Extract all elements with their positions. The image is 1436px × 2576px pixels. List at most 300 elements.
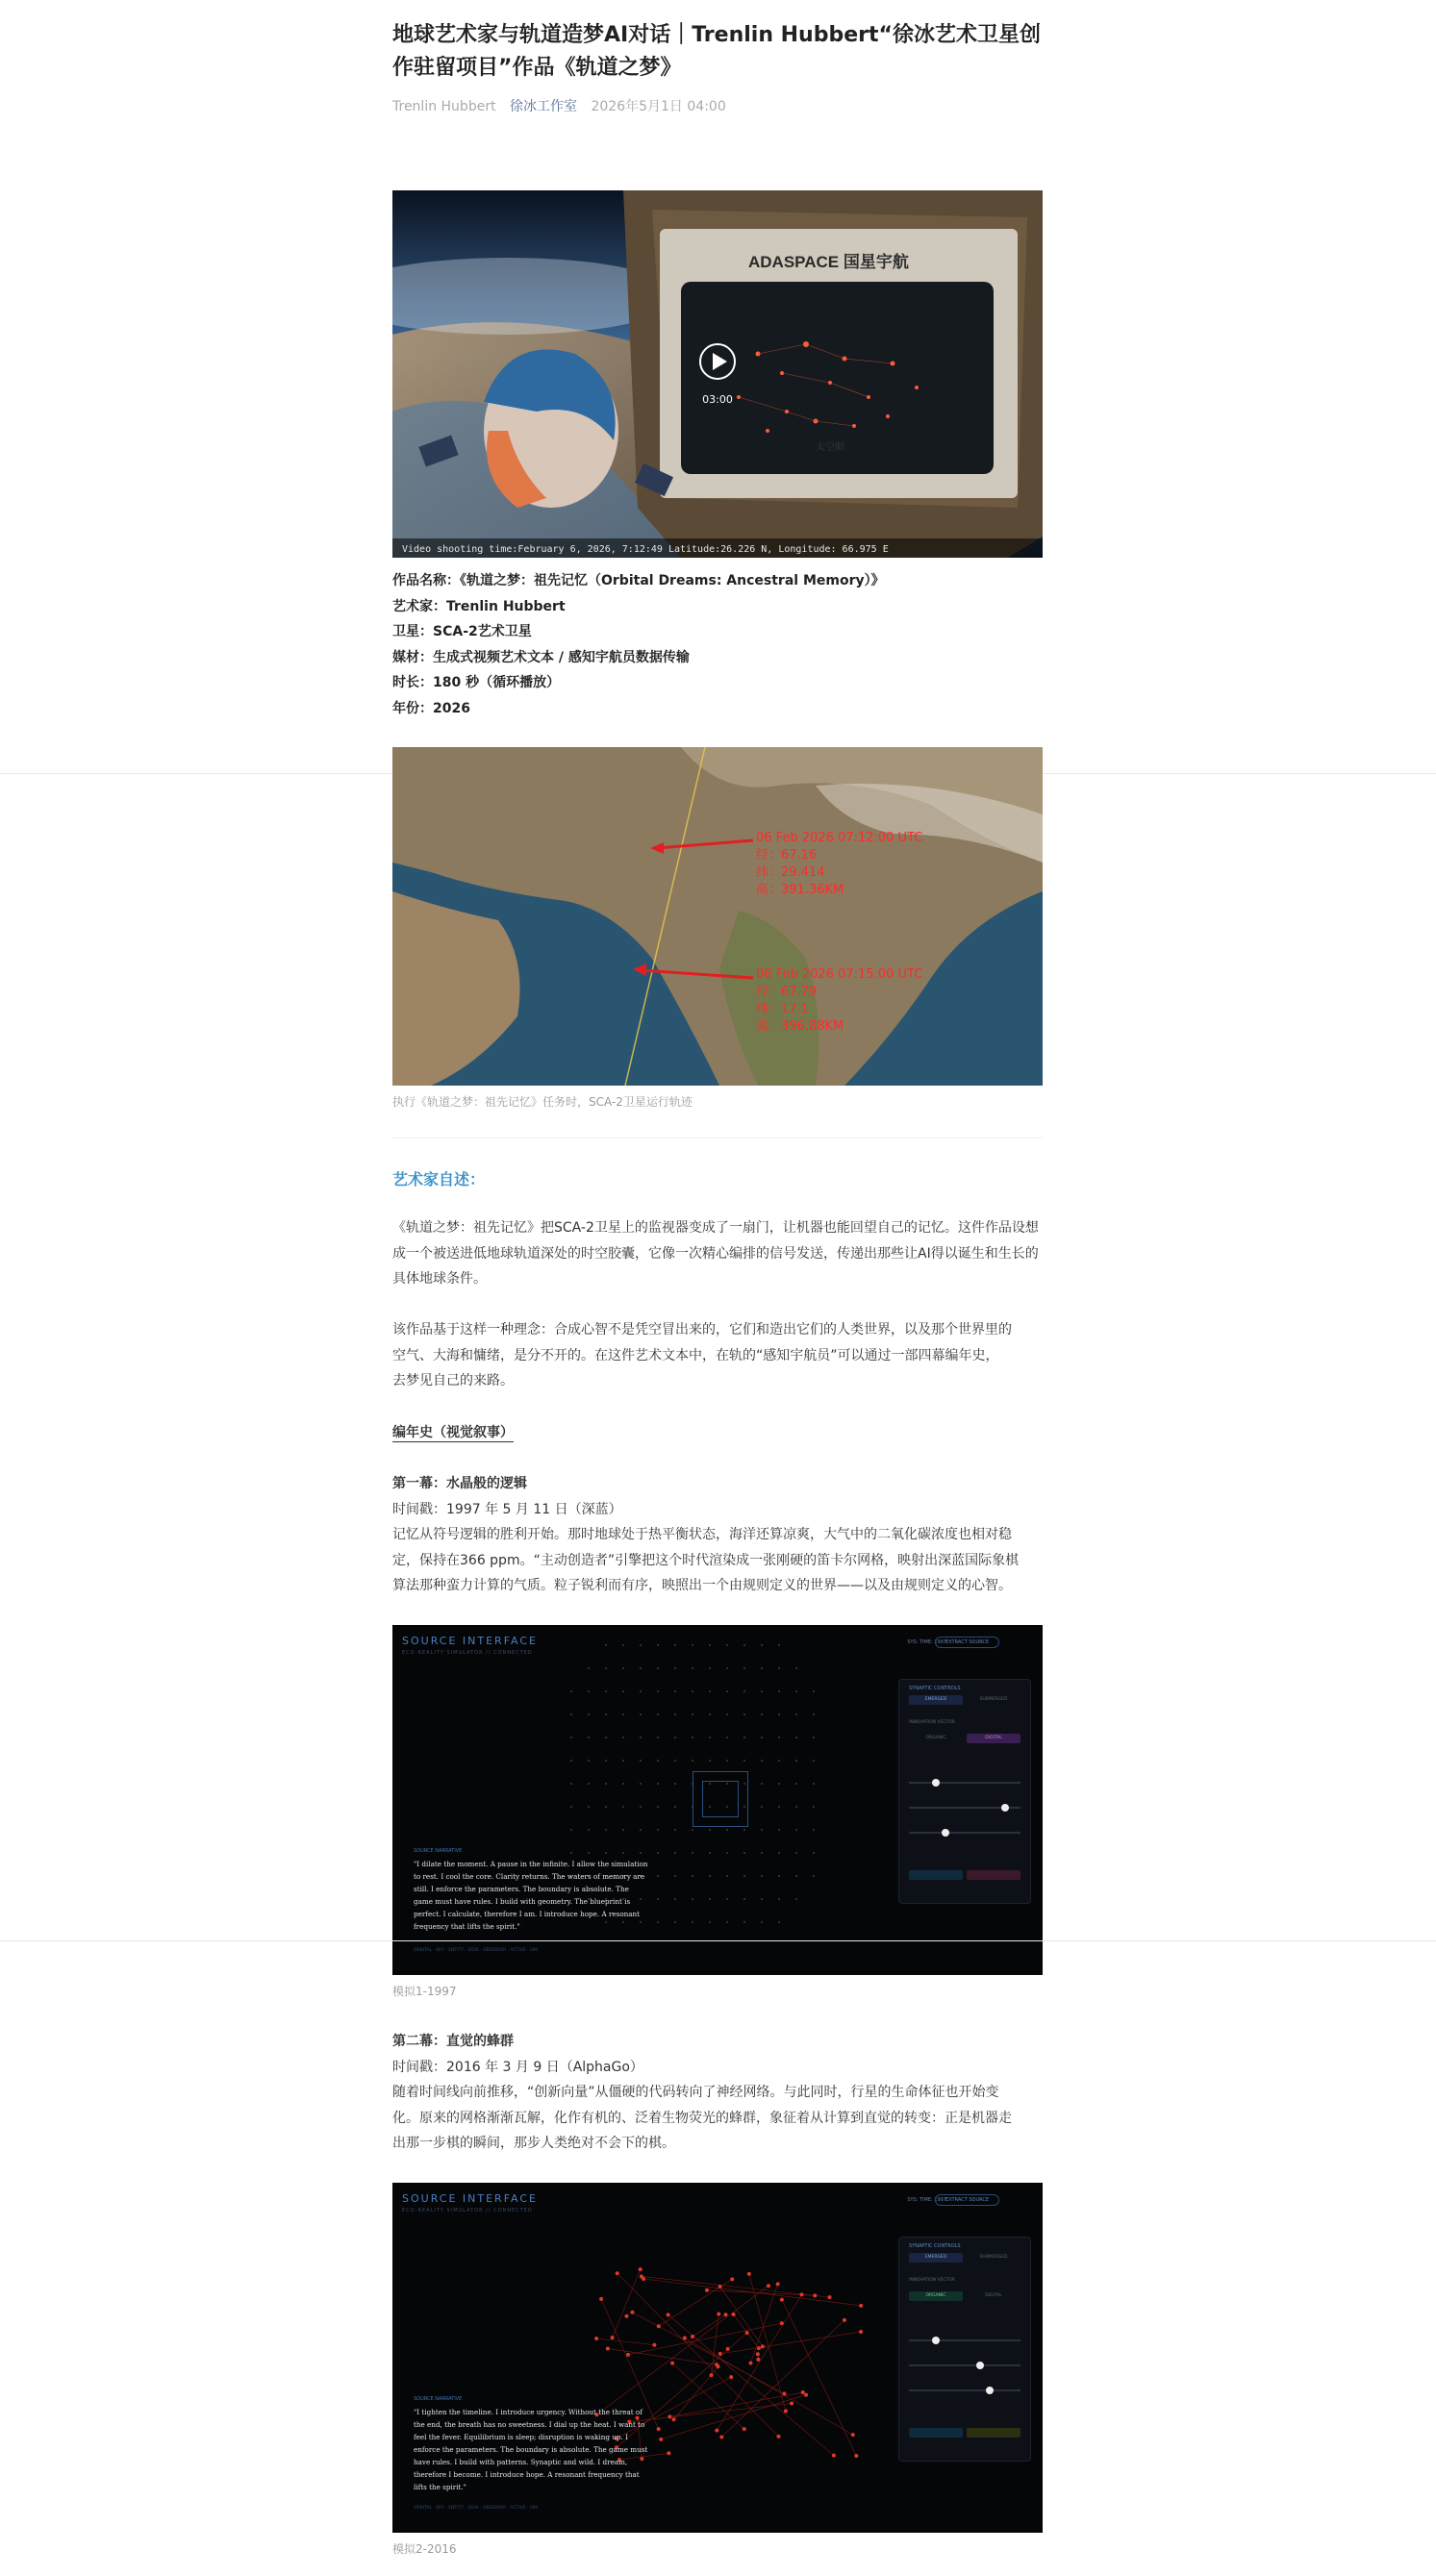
info-medium: 媒材：生成式视频艺术文本 / 感知宇航员数据传输 (392, 649, 690, 665)
grid-dot (795, 1829, 797, 1831)
tab-emerged: EMERGED (909, 2253, 963, 2263)
account-link[interactable]: 徐冰工作室 (510, 99, 578, 114)
grid-dot (657, 1783, 659, 1785)
grid-dot (709, 1644, 711, 1646)
video-duration: 03:00 (702, 393, 733, 406)
grid-dot (622, 1852, 624, 1854)
work-info (392, 568, 1043, 721)
act1-time: 时间戳：1997 年 5 月 11 日（深蓝） (392, 1501, 622, 1517)
swarm-node (667, 2313, 670, 2316)
sim1-quote: "I dilate the moment. A pause in the infinite. I allow the simulation to rest. I cool the core. Clarity returns. The waters of memory are still. I enforce the parameters. The boundary is absolute. The game must have rules. I build with geometry. The blueprint is perfect. I calculate, therefore I am. I introduce hope. A resonant frequency that lifts the spirit." (414, 1860, 648, 1931)
video-still (392, 190, 1043, 558)
act2-time: 时间戳：2016 年 3 月 9 日（AlphaGo） (392, 2059, 643, 2075)
grid-dot (709, 1760, 711, 1762)
video-overlay-text: Video shooting time:February 6, 2026, 7:12:49 Latitude:26.226 N, Longitude: 66.975 E (402, 544, 889, 555)
grid-dot (709, 1875, 711, 1877)
grid-dot (795, 1713, 797, 1715)
act1-text (392, 1471, 1043, 1599)
swarm-node (732, 2313, 736, 2316)
grid-dot (761, 1667, 763, 1669)
grid-dot (657, 1829, 659, 1831)
digital-option: DIGITAL (985, 2293, 1002, 2298)
grid-dot (622, 1737, 624, 1738)
sim-title: SOURCE INTERFACE (402, 1635, 538, 1647)
grid-dot (674, 1921, 676, 1923)
grid-dot (726, 1667, 728, 1669)
swarm-node (683, 2336, 687, 2339)
grid-dot (605, 1852, 607, 1854)
tab-submerged: SUBMERGED (979, 2255, 1008, 2260)
grid-dot (795, 1760, 797, 1762)
grid-dot (692, 1690, 693, 1692)
grid-dot (813, 1875, 815, 1877)
grid-dot (570, 1852, 572, 1854)
grid-dot (692, 1829, 693, 1831)
grid-dot (674, 1783, 676, 1785)
swarm-node (832, 2454, 836, 2458)
sim-footer: ORBITAL · KEY · ENTITY · 2026 · OBSERVER · ACTIVE · SIM (414, 1948, 538, 1953)
swarm-link (632, 2313, 784, 2394)
swarm-node (594, 2337, 598, 2340)
grid-dot (657, 1713, 659, 1715)
grid-dot (692, 1875, 693, 1877)
statement-p1-line: 成一个被送进低地球轨道深处的时空胶囊，它像一次精心编排的信号发送，传递出那些让AI得以诞生和生长的 (392, 1245, 1039, 1262)
statement-p2-line: 去梦见自己的来路。 (392, 1373, 514, 1388)
title-line-1: 地球艺术家与轨道造梦AI对话｜Trenlin Hubbert“徐冰艺术卫星创 (392, 23, 1041, 47)
grid-dot (605, 1713, 607, 1715)
grid-dot (709, 1852, 711, 1854)
swarm-node (784, 2409, 788, 2413)
grid-dot (674, 1806, 676, 1808)
swarm-node (743, 2427, 746, 2431)
grid-dot (605, 1667, 607, 1669)
grid-dot (588, 1760, 590, 1762)
article-meta (392, 96, 1043, 115)
sim2-screenshot (392, 2183, 1043, 2533)
grid-dot (761, 1898, 763, 1900)
grid-dot (813, 1760, 815, 1762)
grid-dot (570, 1806, 572, 1808)
info-year: 年份：2026 (392, 700, 470, 716)
act2-text (392, 2029, 1043, 2157)
swarm-node (616, 2271, 619, 2275)
controls-heading: SYNAPTIC CONTROLS (909, 1686, 961, 1691)
grid-dot (726, 1760, 728, 1762)
grid-dot (588, 1713, 590, 1715)
grid-dot (657, 1667, 659, 1669)
swarm-node (776, 2282, 780, 2286)
swarm-node (729, 2375, 733, 2379)
grid-dot (813, 1829, 815, 1831)
grid-dot (761, 1921, 763, 1923)
grid-dot (795, 1806, 797, 1808)
swarm-node (780, 2321, 784, 2325)
grid-dot (813, 1713, 815, 1715)
note1-alt: 高：391.36KM (756, 883, 844, 897)
swarm-node (859, 2304, 863, 2308)
grid-dot (692, 1667, 693, 1669)
grid-dot (622, 1690, 624, 1692)
grid-dot (605, 1690, 607, 1692)
grid-dot (622, 1713, 624, 1715)
grid-dot (622, 1783, 624, 1785)
tab-emerged: EMERGED (909, 1695, 963, 1705)
swarm-node (657, 2427, 661, 2431)
swarm-node (715, 2363, 718, 2366)
swarm-node (756, 2352, 760, 2356)
statement-p1-line: 《轨道之梦：祖先记忆》把SCA-2卫星上的监视器变成了一扇门，让机器也能回望自己的记忆。这件作品设想 (392, 1220, 1039, 1236)
swarm-node (828, 2295, 832, 2299)
act1-line: 记忆从符号逻辑的胜利开始。那时地球处于热平衡状态，海洋还算凉爽，大气中的二氧化碳浓度也相对稳 (392, 1527, 1012, 1542)
grid-dot (570, 1690, 572, 1692)
swarm-node (626, 2353, 630, 2357)
tab-submerged: SUBMERGED (979, 1697, 1008, 1702)
grid-dot (743, 1898, 745, 1900)
grid-dot (640, 1644, 642, 1646)
grid-dot (709, 1667, 711, 1669)
swarm-node (639, 2267, 642, 2271)
grid-dot (778, 1737, 780, 1738)
grid-dot (778, 1667, 780, 1669)
swarm-node (780, 2298, 784, 2302)
statement-p2-line: 空气、大海和慵绪，是分不开的。在这件艺术文本中，在轨的“感知宇航员”可以通过一部四幕编年史， (392, 1347, 999, 1363)
act2-line: 化。原来的网格渐渐瓦解，化作有机的、泛着生物荧光的蜂群，象征着从计算到直觉的转变：正是机器走 (392, 2110, 1012, 2126)
grid-dot (795, 1898, 797, 1900)
swarm-node (790, 2402, 794, 2406)
swarm-node (724, 2313, 728, 2316)
info-artist: 艺术家：Trenlin Hubbert (392, 598, 566, 614)
swarm-node (851, 2433, 855, 2437)
grid-dot (692, 1921, 693, 1923)
grid-dot (813, 1737, 815, 1738)
swarm-node (749, 2361, 753, 2364)
organic-option: ORGANIC (925, 1736, 946, 1740)
swarm-node (668, 2414, 671, 2418)
note2-lat: 纬：17.1 (756, 1002, 809, 1016)
grid-dot (640, 1829, 642, 1831)
grid-dot (674, 1737, 676, 1738)
author-name: Trenlin Hubbert (392, 99, 496, 114)
swarm-link (613, 2269, 641, 2338)
grid-dot (709, 1713, 711, 1715)
swarm-node (640, 2274, 643, 2278)
grid-dot (743, 1875, 745, 1877)
grid-dot (743, 1644, 745, 1646)
sim-hud: SYS: TIME: 1997 (907, 2197, 946, 2203)
grid-dot (692, 1760, 693, 1762)
swarm-node (799, 2292, 803, 2296)
sim1-screenshot (392, 1625, 1043, 1975)
act1-line: 定，保持在366 ppm。“主动创造者”引擎把这个时代渲染成一张刚硬的笛卡尔网格，映射出深蓝国际象棋 (392, 1552, 1020, 1568)
grid-dot (813, 1806, 815, 1808)
sim2-quote: "I tighten the timeline. I introduce urgency. Without the threat of the end, the breath has no sweetness. I dial up the heat. I want to feel the fever. Equilibrium is sleep; disruption is waking up. I enforce the parameters. The boundary is absolute. The game must have rules. I build with patterns. Synaptic and wild. I dream, therefore I become. I introduce hope. A resonant frequency that lifts the spirit." (414, 2408, 648, 2491)
grid-dot (622, 1760, 624, 1762)
panel-label: 太空眼 (816, 442, 844, 453)
note1-time: 06 Feb 2026 07:12:00 UTC (756, 831, 923, 845)
swarm-node (767, 2284, 770, 2288)
grid-dot (674, 1875, 676, 1877)
grid-dot (726, 1898, 728, 1900)
grid-dot (778, 1760, 780, 1762)
slider-1 (909, 2339, 1020, 2341)
grid-dot (605, 1783, 607, 1785)
grid-dot (778, 1875, 780, 1877)
grid-dot (588, 1737, 590, 1738)
swarm-node (804, 2393, 808, 2397)
grid-dot (640, 1852, 642, 1854)
grid-dot (761, 1829, 763, 1831)
swarm-link (629, 2404, 792, 2422)
grid-dot (657, 1875, 659, 1877)
statement-p1 (392, 1215, 1043, 1292)
video-player[interactable] (392, 190, 1043, 558)
grid-dot (778, 1783, 780, 1785)
chronicle-heading (392, 1420, 1043, 1446)
grid-dot (761, 1852, 763, 1854)
swarm-node (718, 2285, 722, 2288)
grid-dot (778, 1829, 780, 1831)
grid-dot (588, 1806, 590, 1808)
grid-dot (709, 1898, 711, 1900)
orbit-map (392, 747, 1043, 1086)
grid-dot (778, 1898, 780, 1900)
swarm-link (782, 2300, 856, 2456)
grid-dot (726, 1852, 728, 1854)
grid-dot (640, 1667, 642, 1669)
grid-dot (674, 1713, 676, 1715)
grid-dot (622, 1806, 624, 1808)
info-satellite: 卫星：SCA-2艺术卫星 (392, 624, 532, 639)
swarm-node (745, 2331, 749, 2335)
grid-dot (622, 1644, 624, 1646)
map-caption: 执行《轨道之梦：祖先记忆》任务时，SCA-2卫星运行轨迹 (392, 1095, 693, 1109)
swarm-node (667, 2451, 670, 2455)
grid-dot (778, 1690, 780, 1692)
swarm-node (761, 2344, 765, 2348)
swarm-node (813, 2293, 817, 2297)
act1-title: 第一幕：水晶般的逻辑 (392, 1476, 527, 1491)
swarm-node (705, 2288, 709, 2292)
swarm-node (747, 2272, 751, 2276)
grid-dot (674, 1644, 676, 1646)
swarm-node (717, 2313, 720, 2316)
divider (0, 1940, 1436, 1941)
act2-line: 出那一步棋的瞬间，那步人类绝对不会下的棋。 (392, 2136, 675, 2151)
grid-dot (726, 1921, 728, 1923)
swarm-node (854, 2454, 858, 2458)
sim-title: SOURCE INTERFACE (402, 2192, 538, 2205)
statement-heading: 艺术家自述： (392, 1170, 486, 1188)
vector-label: INNOVATION VECTOR (909, 2278, 955, 2283)
grid-dot (674, 1852, 676, 1854)
grid-dot (674, 1898, 676, 1900)
grid-dot (761, 1713, 763, 1715)
grid-dot (640, 1737, 642, 1738)
slider-2 (909, 1807, 1020, 1809)
grid-dot (692, 1852, 693, 1854)
grid-dot (743, 1760, 745, 1762)
grid-dot (761, 1644, 763, 1646)
grid-dot (778, 1852, 780, 1854)
grid-dot (795, 1690, 797, 1692)
grid-dot (640, 1690, 642, 1692)
synaptic-controls (898, 2237, 1031, 2462)
swarm-node (726, 2347, 730, 2351)
grid-dot (761, 1875, 763, 1877)
swarm-node (652, 2343, 656, 2347)
quote-header: SOURCE NARRATIVE (414, 1848, 463, 1854)
statement-p1-line: 具体地球条件。 (392, 1271, 487, 1287)
grid-dot (692, 1713, 693, 1715)
swarm-node (843, 2318, 846, 2322)
swarm-link (707, 2290, 815, 2296)
grid-dot (640, 1806, 642, 1808)
slider-3 (909, 2389, 1020, 2391)
grid-dot (743, 1713, 745, 1715)
swarm-node (671, 2417, 675, 2421)
note2-lon: 经：67.79 (756, 985, 818, 999)
grid-dot (726, 1644, 728, 1646)
act1-line: 算法那种蛮力计算的气质。粒子锐利而有序，映照出一个由规则定义的世界——以及由规则定义的心智。 (392, 1578, 1012, 1593)
sim1-caption: 模拟1-1997 (392, 1985, 457, 1998)
swarm-node (606, 2346, 610, 2350)
brand-label: ADASPACE 国星宇航 (748, 253, 909, 271)
slider-1 (909, 1782, 1020, 1784)
grid-dot (657, 1852, 659, 1854)
grid-dot (743, 1737, 745, 1738)
grid-dot (570, 1737, 572, 1738)
swarm-node (630, 2311, 634, 2314)
grid-dot (726, 1875, 728, 1877)
quote-header: SOURCE NARRATIVE (414, 2396, 463, 2402)
grid-dot (588, 1690, 590, 1692)
slider-2 (909, 2364, 1020, 2366)
grid-dot (605, 1644, 607, 1646)
grid-dot (743, 1829, 745, 1831)
extract-source-button: EXTRACT SOURCE (935, 1637, 999, 1648)
mode-button-b (967, 2428, 1020, 2438)
grid-dot (657, 1690, 659, 1692)
grid-dot (657, 1760, 659, 1762)
grid-dot (657, 1737, 659, 1738)
grid-dot (813, 1783, 815, 1785)
title-line-2: 作驻留项目”作品《轨道之梦》 (392, 56, 682, 80)
swarm-node (718, 2352, 722, 2356)
swarm-node (859, 2330, 863, 2334)
grid-dot (743, 1690, 745, 1692)
grid-dot (640, 1783, 642, 1785)
grid-dot (657, 1921, 659, 1923)
note2-alt: 高：396.88KM (756, 1019, 844, 1034)
grid-dot (570, 1713, 572, 1715)
swarm-link (672, 2363, 744, 2429)
swarm-link (720, 2332, 861, 2354)
note2-time: 06 Feb 2026 07:15:00 UTC (756, 967, 923, 982)
grid-dot (709, 1690, 711, 1692)
article-header (392, 19, 1043, 115)
mode-button-b (967, 1870, 1020, 1880)
vector-label: INNOVATION VECTOR (909, 1720, 955, 1725)
grid-dot (640, 1713, 642, 1715)
mode-button-a (909, 2428, 963, 2438)
grid-dot (778, 1806, 780, 1808)
digital-option: DIGITAL (967, 1734, 1020, 1743)
grid-dot (726, 1829, 728, 1831)
act2-title: 第二幕：直觉的蜂群 (392, 2034, 514, 2049)
swarm-node (719, 2435, 723, 2438)
swarm-node (611, 2336, 615, 2339)
grid-dot (813, 1852, 815, 1854)
swarm-node (715, 2429, 718, 2433)
grid-dot (570, 1783, 572, 1785)
article-title (392, 19, 1043, 85)
grid-dot (709, 1737, 711, 1738)
grid-dot (605, 1760, 607, 1762)
grid-dot (657, 1898, 659, 1900)
grid-dot (778, 1713, 780, 1715)
swarm-node (776, 2435, 780, 2438)
swarm-node (710, 2373, 714, 2377)
grid-dot (588, 1829, 590, 1831)
swarm-node (757, 2346, 761, 2350)
swarm-node (730, 2277, 734, 2281)
swarm-node (782, 2391, 786, 2395)
extract-source-button: EXTRACT SOURCE (935, 2194, 999, 2206)
swarm-node (801, 2390, 805, 2394)
swarm-link (693, 2314, 726, 2337)
swarm-node (624, 2314, 628, 2318)
grid-dot (761, 1690, 763, 1692)
grid-dot (588, 1852, 590, 1854)
swarm-node (670, 2362, 674, 2365)
grid-dot (570, 1760, 572, 1762)
core-square-inner (702, 1781, 739, 1817)
grid-dot (709, 1829, 711, 1831)
grid-dot (622, 1829, 624, 1831)
sim-subtitle: ECO-REALITY SIMULATOR // CONNECTED (402, 2208, 533, 2213)
grid-dot (605, 1737, 607, 1738)
swarm-link (596, 2338, 654, 2345)
grid-dot (657, 1644, 659, 1646)
swarm-node (657, 2324, 661, 2328)
grid-dot (692, 1644, 693, 1646)
grid-dot (743, 1667, 745, 1669)
note1-lat: 纬：29.414 (756, 865, 825, 880)
swarm-link (685, 2338, 853, 2435)
act2-line: 随着时间线向前推移，“创新向量”从僵硬的代码转向了神经网络。与此同时，行星的生命体征也开始变 (392, 2085, 999, 2100)
grid-dot (761, 1806, 763, 1808)
swarm-link (661, 2395, 806, 2439)
grid-dot (761, 1783, 763, 1785)
grid-dot (709, 1921, 711, 1923)
grid-dot (795, 1875, 797, 1877)
info-work-title: 作品名称：《轨道之梦：祖先记忆（Orbital Dreams: Ancestral Memory）》 (392, 573, 885, 588)
grid-dot (588, 1783, 590, 1785)
grid-dot (743, 1852, 745, 1854)
grid-dot (778, 1921, 780, 1923)
grid-dot (778, 1644, 780, 1646)
grid-dot (726, 1690, 728, 1692)
grid-dot (588, 1667, 590, 1669)
grid-dot (674, 1760, 676, 1762)
synaptic-controls (898, 1679, 1031, 1904)
orbit-map-image (392, 747, 1043, 1086)
note1-lon: 经：67.16 (756, 848, 818, 863)
slider-3 (909, 1832, 1020, 1834)
controls-heading: SYNAPTIC CONTROLS (909, 2243, 961, 2249)
swarm-node (599, 2297, 603, 2301)
grid-dot (674, 1690, 676, 1692)
